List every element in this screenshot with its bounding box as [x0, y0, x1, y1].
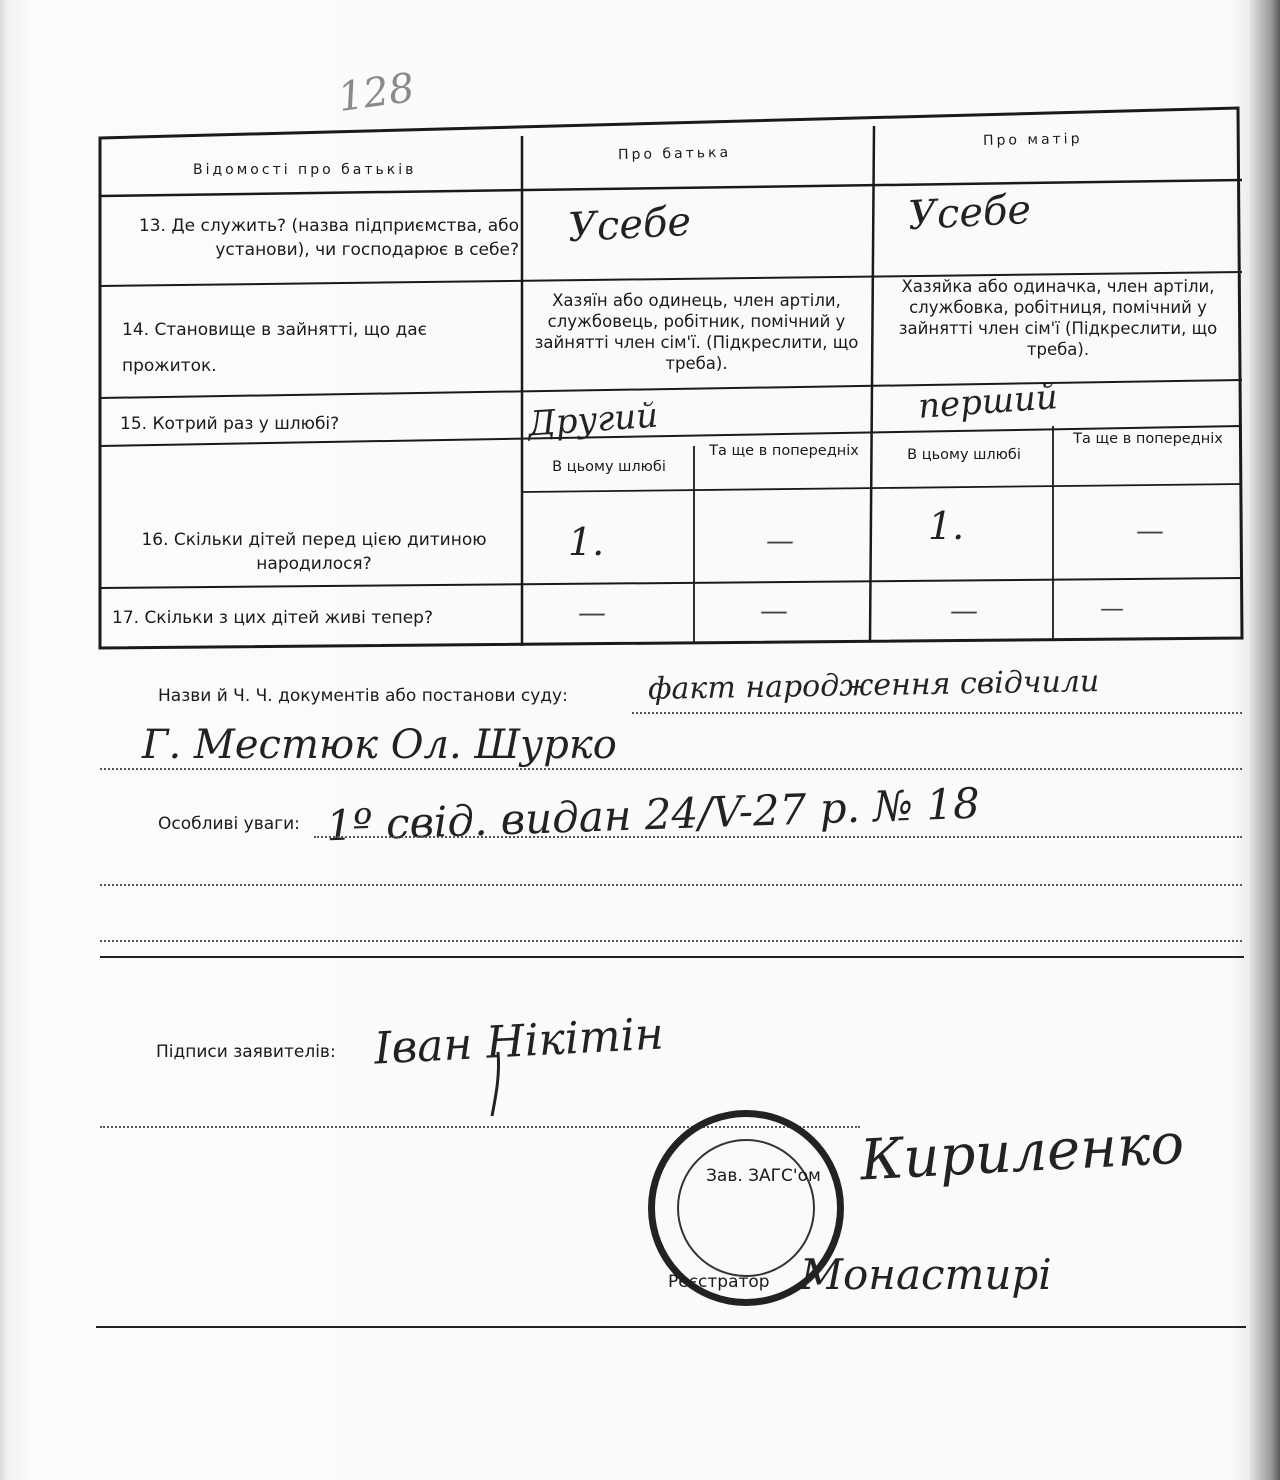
row-17-mother-prev-value: — — [1100, 594, 1124, 622]
row-17-label: 17. Скільки з цих дітей живі тепер? — [112, 608, 433, 628]
documents-value-line1: факт народження свідчили — [647, 664, 1100, 707]
head-registry-signature: Кириленко — [858, 1111, 1186, 1194]
row-16-label: 16. Скільки дітей перед цією дитиною народилося? — [141, 530, 487, 574]
row-15-father-value: Другий — [526, 395, 660, 445]
row-17-mother-this-value: — — [950, 594, 978, 627]
head-registry-label: Зав. ЗАГС'ом — [706, 1166, 821, 1186]
documents-line2-dots — [100, 768, 1242, 770]
row-17-father-prev-value: — — [760, 594, 788, 627]
row-16-subheader-mother-prev: Та ще в попередніх — [1073, 431, 1223, 447]
applicants-signature-label: Підписи заявителів: — [156, 1042, 336, 1062]
documents-label: Назви й Ч. Ч. документів або постанови суду: — [158, 686, 568, 706]
documents-value-line2: Г. Местюк Ол. Шурко — [142, 722, 617, 768]
row-14-label: 14. Становище в зайнятті, що дає прожиток. — [122, 320, 428, 376]
row-16-subheader-mother-this: В цьому шлюбі — [907, 447, 1021, 463]
row-13-mother-value: Усебе — [906, 186, 1033, 240]
row-16-subheader-father-this: В цьому шлюбі — [552, 459, 666, 475]
remarks-line1-dots — [314, 836, 1242, 838]
row-15-label: 15. Котрий раз у шлюбі? — [120, 414, 340, 434]
row-13-father-value: Усебе — [566, 198, 693, 252]
folio-number: 128 — [335, 64, 418, 122]
row-16-father-prev-value: — — [766, 524, 794, 557]
row-14-mother-text: Хазяйка або одиначка, член артіли, службовка, робітниця, помічний у зайнятті член сім'ї (Підкреслити, що треба). — [898, 277, 1218, 359]
row-13-label: 13. Де служить? (назва підприємства, або установи), чи господарює в себе? — [138, 216, 519, 260]
applicant-signature: Іван Нікітін — [372, 1008, 665, 1075]
header-about-father: Про батька — [617, 144, 732, 164]
row-14-father-text: Хазяїн або одинець, член артіли, службовець, робітник, помічний у зайнятті член сім'ї. (Підкреслити, що треба). — [534, 291, 859, 373]
remarks-line2-dots — [100, 884, 1242, 886]
parents-info-table — [98, 100, 1244, 650]
header-about-mother: Про матір — [982, 130, 1083, 150]
row-16-father-this-value: 1. — [568, 520, 605, 564]
row-17-father-this-value: — — [578, 596, 606, 629]
registrar-signature: Монастирі — [800, 1250, 1052, 1299]
row-16-mother-prev-value: — — [1136, 514, 1164, 547]
applicant-signature-flourish — [480, 1050, 520, 1120]
section-divider — [100, 956, 1244, 958]
official-stamp-inner-ring — [677, 1139, 815, 1277]
row-16-subheader-father-prev: Та ще в попередніх — [709, 443, 859, 459]
header-parents-info: Відомості про батьків — [193, 162, 417, 178]
bottom-rule — [96, 1326, 1246, 1328]
documents-line1-dots — [632, 712, 1242, 714]
registrar-label: Реєстратор — [668, 1272, 770, 1292]
row-15-mother-value: перший — [916, 377, 1060, 427]
book-binding-edge — [1250, 0, 1280, 1480]
row-16-mother-this-value: 1. — [928, 504, 965, 548]
remarks-value: 1º свід. видан 24/V-27 р. № 18 — [325, 778, 981, 851]
remarks-line3-dots — [100, 940, 1242, 942]
remarks-label: Особливі уваги: — [158, 814, 300, 834]
